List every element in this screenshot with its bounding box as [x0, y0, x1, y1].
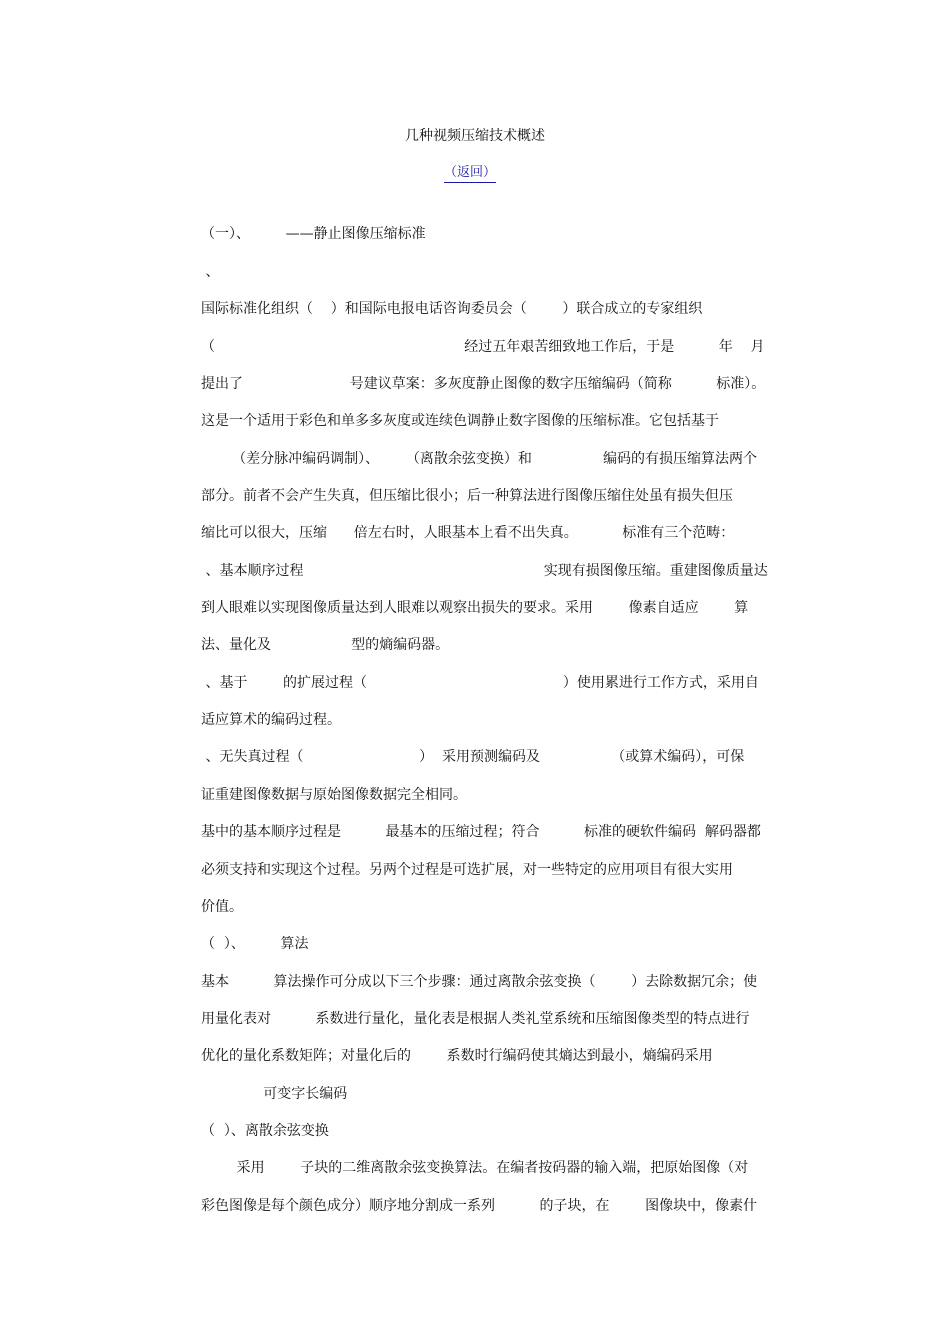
- text-line: 提出了 号建议草案：多灰度静止图像的数字压缩编码（简称 标准）。: [201, 376, 766, 392]
- document-title: 几种视频压缩技术概述: [405, 128, 545, 144]
- text-line: 可变字长编码: [201, 1086, 348, 1102]
- text-line: 这是一个适用于彩色和单多多灰度或连续色调静止数字图像的压缩标准。它包括基于: [201, 413, 719, 429]
- text-line: 到人眼难以实现图像质量达到人眼难以观察出损失的要求。采用 像素自适应 算: [201, 600, 749, 616]
- section-heading-2: （ ）、 算法: [201, 936, 309, 952]
- text-line: 、: [201, 264, 220, 280]
- text-line: 、基本顺序过程 实现有损图像压缩。重建图像质量达: [201, 563, 768, 579]
- text-line: 优化的量化系数矩阵；对量化后的 系数时行编码使其熵达到最小，熵编码采用: [201, 1048, 713, 1064]
- text-line: 价值。: [201, 899, 243, 915]
- text-line: 彩色图像是每个颜色成分）顺序地分割成一系列 的子块，在 图像块中，像素什: [201, 1198, 758, 1214]
- text-line: 、无失真过程（ ） 采用预测编码及 （或算术编码），可保: [201, 749, 745, 765]
- text-line: 基本 算法操作可分成以下三个步骤：通过离散余弦变换（ ）去除数据冗余；使: [201, 974, 758, 990]
- text-line: 采用 子块的二维离散余弦变换算法。在编者按码器的输入端，把原始图像（对: [201, 1160, 749, 1176]
- text-line: 适应算术的编码过程。: [201, 712, 341, 728]
- text-line: 缩比可以很大，压缩 倍左右时，人眼基本上看不出失真。 标准有三个范畴：: [201, 525, 735, 541]
- section-heading-1: （一）、 ——静止图像压缩标准: [201, 226, 426, 242]
- back-link[interactable]: （返回）: [444, 164, 496, 183]
- text-line: 用量化表对 系数进行量化，量化表是根据人类礼堂系统和压缩图像类型的特点进行: [201, 1011, 750, 1027]
- text-line: 法、量化及 型的熵编码器。: [201, 637, 450, 653]
- text-line: 证重建图像数据与原始图像数据完全相同。: [201, 787, 467, 803]
- text-line: 国际标准化组织（ ）和国际电报电话咨询委员会（ ）联合成立的专家组织: [201, 301, 703, 317]
- text-line: 、基于 的扩展过程（ ）使用累进行工作方式，采用自: [201, 675, 759, 691]
- text-line: （ 经过五年艰苦细致地工作后，于是 年 月: [201, 339, 765, 355]
- text-line: （差分脉冲编码调制）、 （离散余弦变换）和 编码的有损压缩算法两个: [201, 451, 758, 467]
- text-line: 必须支持和实现这个过程。另两个过程是可选扩展，对一些特定的应用项目有很大实用: [201, 862, 733, 878]
- text-line: 部分。前者不会产生失真，但压缩比很小；后一种算法进行图像压缩住处虽有损失但压: [201, 488, 733, 504]
- section-heading-3: （ ）、离散余弦变换: [201, 1123, 329, 1139]
- text-line: 基中的基本顺序过程是 最基本的压缩过程；符合 标准的硬软件编码 解码器都: [201, 824, 761, 840]
